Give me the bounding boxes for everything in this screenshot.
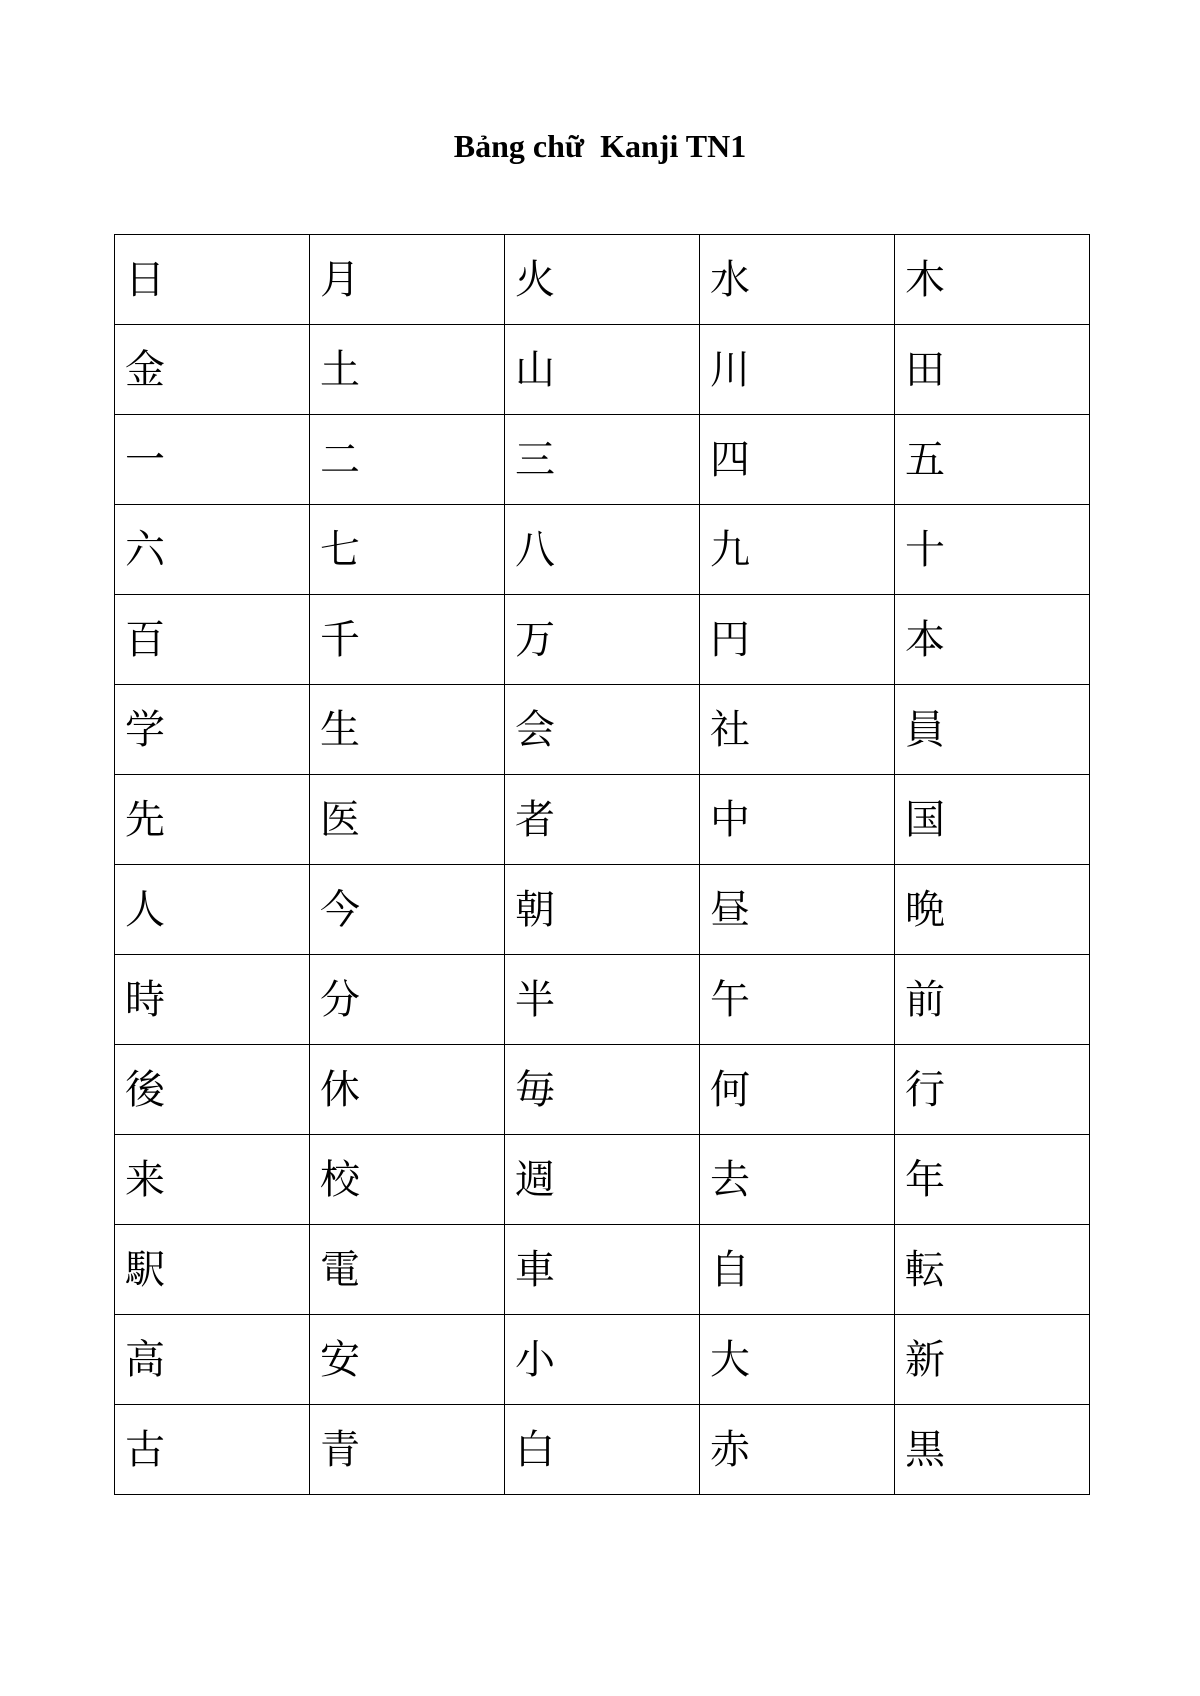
- kanji-cell: 百: [115, 595, 310, 685]
- table-row: [115, 505, 1090, 595]
- kanji-cell: 車: [505, 1225, 700, 1315]
- kanji-cell: 山: [505, 325, 700, 415]
- kanji-cell: 万: [505, 595, 700, 685]
- kanji-cell: 会: [505, 685, 700, 775]
- kanji-cell: 高: [115, 1315, 310, 1405]
- kanji-cell: 員: [895, 685, 1090, 775]
- kanji-cell: 九: [700, 505, 895, 595]
- kanji-cell: 千: [310, 595, 505, 685]
- kanji-cell: 学: [115, 685, 310, 775]
- kanji-cell: 時: [115, 955, 310, 1045]
- kanji-cell: 土: [310, 325, 505, 415]
- kanji-cell: 者: [505, 775, 700, 865]
- kanji-cell: 晩: [895, 865, 1090, 955]
- kanji-cell: 午: [700, 955, 895, 1045]
- table-row: [115, 1045, 1090, 1135]
- table-row: [115, 1405, 1090, 1495]
- kanji-cell: 分: [310, 955, 505, 1045]
- kanji-cell: 八: [505, 505, 700, 595]
- kanji-cell: 水: [700, 235, 895, 325]
- kanji-cell: 青: [310, 1405, 505, 1495]
- kanji-cell: 駅: [115, 1225, 310, 1315]
- kanji-cell: 金: [115, 325, 310, 415]
- table-row: [115, 685, 1090, 775]
- kanji-cell: 大: [700, 1315, 895, 1405]
- kanji-cell: 先: [115, 775, 310, 865]
- kanji-cell: 四: [700, 415, 895, 505]
- kanji-cell: 休: [310, 1045, 505, 1135]
- kanji-cell: 安: [310, 1315, 505, 1405]
- kanji-cell: 二: [310, 415, 505, 505]
- kanji-cell: 社: [700, 685, 895, 775]
- kanji-cell: 生: [310, 685, 505, 775]
- kanji-cell: 去: [700, 1135, 895, 1225]
- kanji-cell: 国: [895, 775, 1090, 865]
- kanji-cell: 校: [310, 1135, 505, 1225]
- kanji-cell: 中: [700, 775, 895, 865]
- kanji-cell: 白: [505, 1405, 700, 1495]
- kanji-cell: 電: [310, 1225, 505, 1315]
- kanji-cell: 月: [310, 235, 505, 325]
- kanji-cell: 新: [895, 1315, 1090, 1405]
- kanji-cell: 昼: [700, 865, 895, 955]
- kanji-cell: 行: [895, 1045, 1090, 1135]
- kanji-cell: 六: [115, 505, 310, 595]
- kanji-cell: 人: [115, 865, 310, 955]
- page-title: Bảng chữ Kanji TN1: [453, 128, 747, 164]
- kanji-cell: 赤: [700, 1405, 895, 1495]
- kanji-table-body: [115, 235, 1090, 1495]
- kanji-cell: 本: [895, 595, 1090, 685]
- kanji-cell: 年: [895, 1135, 1090, 1225]
- kanji-cell: 何: [700, 1045, 895, 1135]
- kanji-cell: 古: [115, 1405, 310, 1495]
- table-row: [115, 865, 1090, 955]
- kanji-cell: 医: [310, 775, 505, 865]
- kanji-cell: 七: [310, 505, 505, 595]
- kanji-cell: 朝: [505, 865, 700, 955]
- kanji-cell: 半: [505, 955, 700, 1045]
- table-row: [115, 1135, 1090, 1225]
- kanji-cell: 転: [895, 1225, 1090, 1315]
- kanji-cell: 今: [310, 865, 505, 955]
- kanji-cell: 自: [700, 1225, 895, 1315]
- kanji-cell: 日: [115, 235, 310, 325]
- kanji-cell: 後: [115, 1045, 310, 1135]
- table-row: [115, 1225, 1090, 1315]
- kanji-cell: 五: [895, 415, 1090, 505]
- kanji-cell: 前: [895, 955, 1090, 1045]
- kanji-cell: 十: [895, 505, 1090, 595]
- table-row: [115, 235, 1090, 325]
- kanji-cell: 一: [115, 415, 310, 505]
- kanji-cell: 火: [505, 235, 700, 325]
- table-row: [115, 955, 1090, 1045]
- kanji-cell: 木: [895, 235, 1090, 325]
- table-row: [115, 325, 1090, 415]
- table-row: [115, 1315, 1090, 1405]
- kanji-cell: 川: [700, 325, 895, 415]
- kanji-cell: 毎: [505, 1045, 700, 1135]
- kanji-cell: 三: [505, 415, 700, 505]
- kanji-cell: 黒: [895, 1405, 1090, 1495]
- kanji-cell: 小: [505, 1315, 700, 1405]
- kanji-table: [114, 234, 1090, 1495]
- table-row: [115, 595, 1090, 685]
- kanji-cell: 円: [700, 595, 895, 685]
- table-row: [115, 775, 1090, 865]
- table-row: [115, 415, 1090, 505]
- kanji-cell: 来: [115, 1135, 310, 1225]
- kanji-cell: 週: [505, 1135, 700, 1225]
- kanji-cell: 田: [895, 325, 1090, 415]
